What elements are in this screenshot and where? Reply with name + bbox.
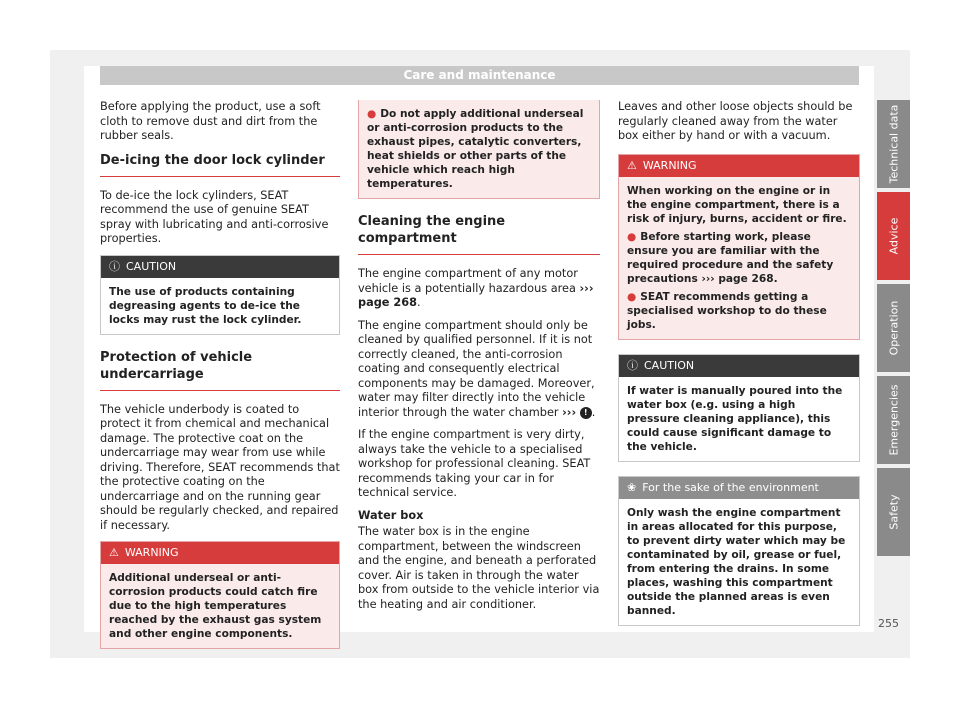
tab-safety[interactable] [877, 468, 910, 556]
caution-label: CAUTION [126, 259, 177, 273]
deicing-text: To de-ice the lock cylinders, SEAT recommend the use of genuine SEAT spray with lubricating and anti-corrosive properties. [100, 188, 329, 245]
engine-text-1-body: The engine compartment of any motor vehicle is a potentially hazardous area [358, 267, 578, 295]
page-reference-link[interactable]: page 268 [358, 296, 417, 309]
tab-label: Safety [887, 494, 900, 530]
tab-advice[interactable] [877, 192, 910, 280]
page-reference-link[interactable]: page 268 [718, 272, 774, 285]
info-circle-icon: ⓘ [627, 358, 638, 372]
warning-header [619, 155, 859, 177]
caution-text: The use of products containing degreasing agents to de-ice the locks may rust the lock cylinder. [109, 285, 302, 326]
warning-box-engine [618, 154, 860, 340]
caution-box-locks [100, 255, 340, 335]
warning-triangle-icon: ⚠ [109, 546, 119, 559]
undercarriage-text: The vehicle underbody is coated to protect it from chemical and mechanical damage. The protective coat on the undercarriage may wear from use while driving. Therefore, SEAT recommends that the protective coating on the undercarriage and on the running gear should be regularly checked, and repaired if necessary. [100, 402, 340, 532]
water-box-text: The water box is in the engine compartment, between the windscreen and the engine, and beneath a perforated cover. Air is taken in through the water box from outside to the vehicle interior via the heating and air conditioner. [358, 525, 600, 611]
page-number: 255 [878, 617, 899, 630]
warning-header [101, 542, 339, 564]
warning-bullet-2 [627, 290, 851, 332]
intro-text: Before applying the product, use a soft cloth to remove dust and dirt from the rubber seals. [100, 100, 321, 142]
environment-label: For the sake of the environment [642, 480, 819, 494]
section-title-engine-cleaning: Cleaning the engine compartment [358, 213, 600, 255]
tab-emergencies[interactable] [877, 376, 910, 464]
reference-arrow-icon: ››› [579, 281, 594, 295]
bullet-icon: ● [367, 108, 377, 120]
caution-reference-icon[interactable]: ! [580, 407, 592, 419]
reference-arrow-icon: ››› [562, 405, 577, 419]
caution-header [101, 256, 339, 278]
engine-text-2-body: The engine compartment should only be cleaned by qualified personnel. If it is not correctly cleaned, the anti-corrosion coating and consequently electrical components may be damaged. Moreover, water may filter directly into the vehicle interior through the water chamber [358, 318, 595, 419]
warning-label: WARNING [124, 546, 179, 559]
tab-label: Operation [887, 300, 900, 356]
tab-label: Emergencies [887, 384, 900, 456]
caution-label: CAUTION [644, 358, 695, 372]
environment-text: Only wash the engine compartment in areas allocated for this purpose, to prevent dirty water which may be contaminated by oil, grease or fuel, from entering the drains. In some places, washing this compartment outside the planned areas is even banned. [627, 506, 846, 617]
water-box-subhead: Water box [358, 508, 424, 522]
column-3 [618, 100, 860, 638]
warning-text: When working on the engine or in the engine compartment, there is a risk of injury, burns, accident or fire. [627, 184, 847, 225]
warning-box-underseal [100, 541, 340, 649]
tab-label: Technical data [887, 104, 900, 184]
warning-triangle-icon: ⚠ [627, 158, 637, 172]
caution-box-water [618, 354, 860, 462]
bullet-icon: ● [627, 230, 637, 243]
caution-header [619, 355, 859, 377]
engine-text-3: If the engine compartment is very dirty, always take the vehicle to a specialised workshop for professional cleaning. SEAT recommends taking your car in for technical service. [358, 428, 591, 499]
chapter-tabs [877, 100, 910, 560]
reference-arrow-icon: ››› [701, 272, 715, 285]
warning-box-continued [358, 100, 600, 199]
water-box-cleaning-text: Leaves and other loose objects should be regularly cleaned away from the water box either by hand or with a vacuum. [618, 100, 853, 142]
warning-bullet-text: Do not apply additional underseal or anti-corrosion products to the exhaust pipes, catalytic converters, heat shields or other parts of the vehicle which reach high temperatures. [367, 108, 584, 190]
warning-text: Additional underseal or anti-corrosion products could catch fire due to the high temperatures reached by the exhaust gas system and other engine components. [109, 572, 322, 640]
chapter-header: Care and maintenance [100, 66, 859, 85]
warning-continued-text [359, 100, 599, 198]
column-2 [358, 100, 600, 620]
leaf-icon: ❀ [627, 480, 637, 494]
warning-bullet-2-text: SEAT recommends getting a specialised workshop to do these jobs. [627, 290, 827, 331]
engine-text-1: The engine compartment of any motor vehicle is a potentially hazardous area ››› page 268. [358, 267, 594, 309]
warning-bullet-1: ● Before starting work, please ensure you are familiar with the required procedure and the safety precautions ››› page 268. [627, 230, 834, 285]
warning-body [619, 177, 859, 339]
caution-text: If water is manually poured into the water box (e.g. using a high pressure cleaning appliance), this could cause significant damage to the vehicle. [627, 384, 843, 453]
info-circle-icon: ⓘ [109, 259, 120, 273]
tab-operation[interactable] [877, 284, 910, 372]
bullet-icon: ● [627, 290, 637, 303]
engine-text-2: The engine compartment should only be cleaned by qualified personnel. If it is not correctly cleaned, the anti-corrosion coating and consequently electrical components may be damaged. Moreover, water may filter directly into the vehicle interior through the water chamber ››› ! . [358, 318, 596, 419]
environment-box [618, 476, 860, 626]
tab-label: Advice [887, 217, 900, 255]
column-1 [100, 100, 340, 661]
warning-label: WARNING [642, 158, 697, 172]
environment-header [619, 477, 859, 499]
tab-technical-data[interactable] [877, 100, 910, 188]
section-title-undercarriage: Protection of vehicle undercarriage [100, 349, 340, 391]
warning-bullet-1-text: Before starting work, please ensure you are familiar with the required procedure and the safety precautions [627, 230, 834, 285]
section-title-deicing: De-icing the door lock cylinder [100, 152, 340, 177]
